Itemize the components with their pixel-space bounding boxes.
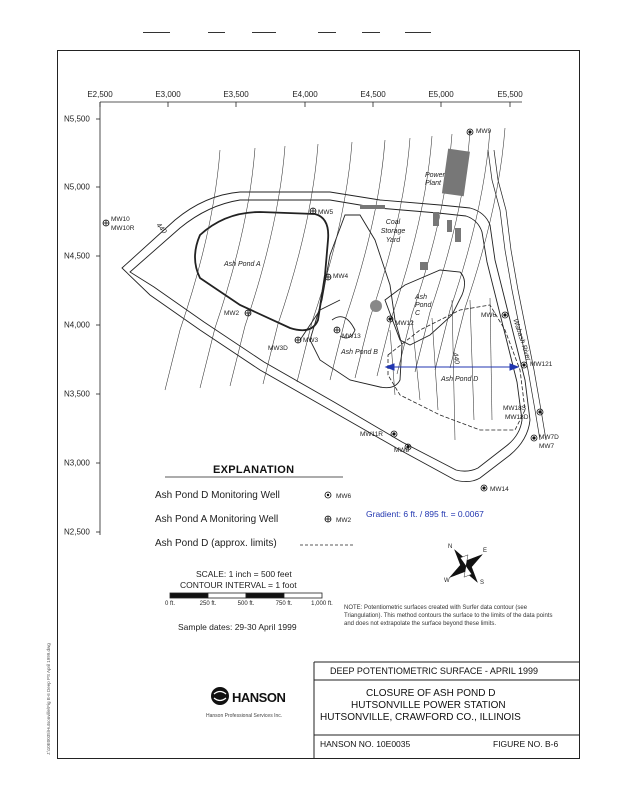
well-symbols <box>103 129 543 491</box>
monitoring-well-symbol <box>537 409 543 415</box>
north-arrow <box>438 538 494 594</box>
ash-pond-a-label: Ash Pond A <box>224 261 261 268</box>
contour-line <box>412 320 420 400</box>
ash-pond-a-dike <box>195 212 328 330</box>
well-label: MW6 <box>481 312 497 319</box>
hanson-subtitle: Hanson Professional Services Inc. <box>206 713 283 719</box>
monitoring-well-symbol <box>103 220 109 226</box>
scale-label: 1,000 ft. <box>311 601 333 607</box>
title-line-3: HUTSONVILLE, CRAWFORD CO., ILLINOIS <box>320 712 521 723</box>
contour-line <box>377 136 432 376</box>
legend-ash-pond-d-well: Ash Pond D Monitoring Well <box>155 490 280 501</box>
well-label: MW10R <box>111 225 135 232</box>
legend-well-symbol-label: MW6 <box>336 493 352 500</box>
river-bank <box>488 150 546 440</box>
scale-label: 250 ft. <box>199 601 217 607</box>
compass-e: E <box>483 548 488 554</box>
contour-label: 440 <box>154 222 168 236</box>
well-label: MW2 <box>224 310 240 317</box>
contour-line <box>470 300 474 420</box>
figure-number: FIGURE NO. B-6 <box>493 739 559 749</box>
contour-line <box>390 330 395 395</box>
well-label: MW9 <box>476 128 492 135</box>
title-line-1: CLOSURE OF ASH POND D <box>366 688 496 699</box>
x-tick-label: E4,500 <box>360 90 386 99</box>
well-label: MW18D <box>505 414 529 421</box>
monitoring-well-symbol <box>310 208 316 214</box>
map-note: NOTE: Potentiometric surfaces created with Surfer data contour (see Triangulation). This method contours the surface to the limits of the data points and does not extrapolate the surface beyond these limits. <box>344 605 553 627</box>
scale-label: 0 ft. <box>164 601 176 607</box>
monitoring-well-symbol <box>502 312 508 318</box>
map-title: DEEP POTENTIOMETRIC SURFACE - APRIL 1999 <box>330 666 539 676</box>
contour-line <box>297 142 352 382</box>
legend-ash-pond-d-limits: Ash Pond D (approx. limits) <box>155 538 277 549</box>
y-tick-label: N4,000 <box>64 320 90 330</box>
wabash-river-label: Wabash River <box>511 318 532 362</box>
scale-label: 500 ft. <box>237 601 255 607</box>
monitoring-well-symbol <box>521 362 527 368</box>
well-label: MW14 <box>490 486 509 493</box>
contour-line <box>355 138 410 378</box>
legend-well-symbol-label: MW2 <box>336 517 352 524</box>
contour-line <box>432 318 438 410</box>
monitoring-well-symbol <box>295 337 301 343</box>
scale-bar <box>170 593 322 598</box>
legend-well-icons <box>322 489 334 525</box>
legend-ash-pond-a-well: Ash Pond A Monitoring Well <box>155 514 279 525</box>
compass-n: N <box>448 544 453 550</box>
scale-text: SCALE: 1 inch = 500 feet <box>196 569 292 579</box>
file-path-text: J:\10E0035\Hutsonville\Fig B-6 Deep PS April 1999.dwg <box>46 643 51 755</box>
pond-feature <box>370 300 382 312</box>
well-label: MW7 <box>539 443 555 450</box>
well-label: MW18S <box>503 405 527 412</box>
ash-pond-c-label: Ash Pond C <box>415 294 432 317</box>
monitoring-well-symbol <box>481 485 487 491</box>
x-tick-label: E4,000 <box>292 90 318 99</box>
y-tick-label: N2,500 <box>64 527 90 537</box>
gradient-arrow <box>386 364 518 370</box>
sample-dates: Sample dates: 29-30 April 1999 <box>178 622 297 632</box>
x-tick-label: E2,500 <box>87 90 113 99</box>
monitoring-well-symbol <box>334 327 340 333</box>
monitoring-well-symbol <box>391 431 397 437</box>
well-label: MW10 <box>111 216 130 223</box>
y-tick-label: N3,500 <box>64 389 90 399</box>
well-label: MW121 <box>530 361 553 368</box>
well-label: MW7D <box>539 434 559 441</box>
hanson-logo: HANSON <box>232 690 286 705</box>
monitoring-well-symbol <box>531 435 537 441</box>
monitoring-well-symbol <box>325 274 331 280</box>
ash-pond-d-label: Ash Pond D <box>441 376 479 383</box>
well-label: MW3 <box>303 337 319 344</box>
coal-storage-yard-label: Coal Storage Yard <box>380 219 406 244</box>
hanson-globe-icon <box>210 686 230 706</box>
project-number: HANSON NO. 10E0035 <box>320 739 411 749</box>
scale-label: 750 ft. <box>275 601 293 607</box>
power-plant-buildings <box>360 149 470 270</box>
contour-line <box>200 148 255 388</box>
contour-line <box>165 150 220 390</box>
contour-line <box>330 140 385 380</box>
title-line-2: HUTSONVILLE POWER STATION <box>351 700 506 711</box>
well-label: MW11R <box>360 431 383 438</box>
y-tick-label: N5,000 <box>64 182 90 192</box>
y-tick-label: N4,500 <box>64 251 90 261</box>
contour-line <box>452 300 455 440</box>
monitoring-well-symbol <box>245 310 251 316</box>
well-label: MW5 <box>318 209 334 216</box>
gradient-note: Gradient: 6 ft. / 895 ft. = 0.0067 <box>366 509 484 519</box>
power-plant-label: Power Plant <box>425 172 445 187</box>
contour-interval-text: CONTOUR INTERVAL = 1 foot <box>180 580 297 590</box>
contour-label: 440 <box>451 352 461 365</box>
ash-pond-b-label: Ash Pond B <box>341 349 378 356</box>
explanation-title: EXPLANATION <box>213 464 295 476</box>
x-tick-label: E5,000 <box>428 90 454 99</box>
compass-w: W <box>444 578 450 584</box>
y-tick-label: N3,000 <box>64 458 90 468</box>
x-tick-label: E3,000 <box>155 90 181 99</box>
well-label: MW12 <box>395 320 414 327</box>
well-label: MW13 <box>342 333 361 340</box>
road-outline <box>122 192 530 482</box>
compass-s: S <box>480 580 485 586</box>
x-tick-label: E5,500 <box>497 90 523 99</box>
well-label: MW4 <box>333 273 349 280</box>
x-tick-label: E3,500 <box>223 90 249 99</box>
y-tick-label: N5,500 <box>64 114 90 124</box>
well-label: MW3D <box>268 345 288 352</box>
well-label: MW8 <box>394 447 410 454</box>
